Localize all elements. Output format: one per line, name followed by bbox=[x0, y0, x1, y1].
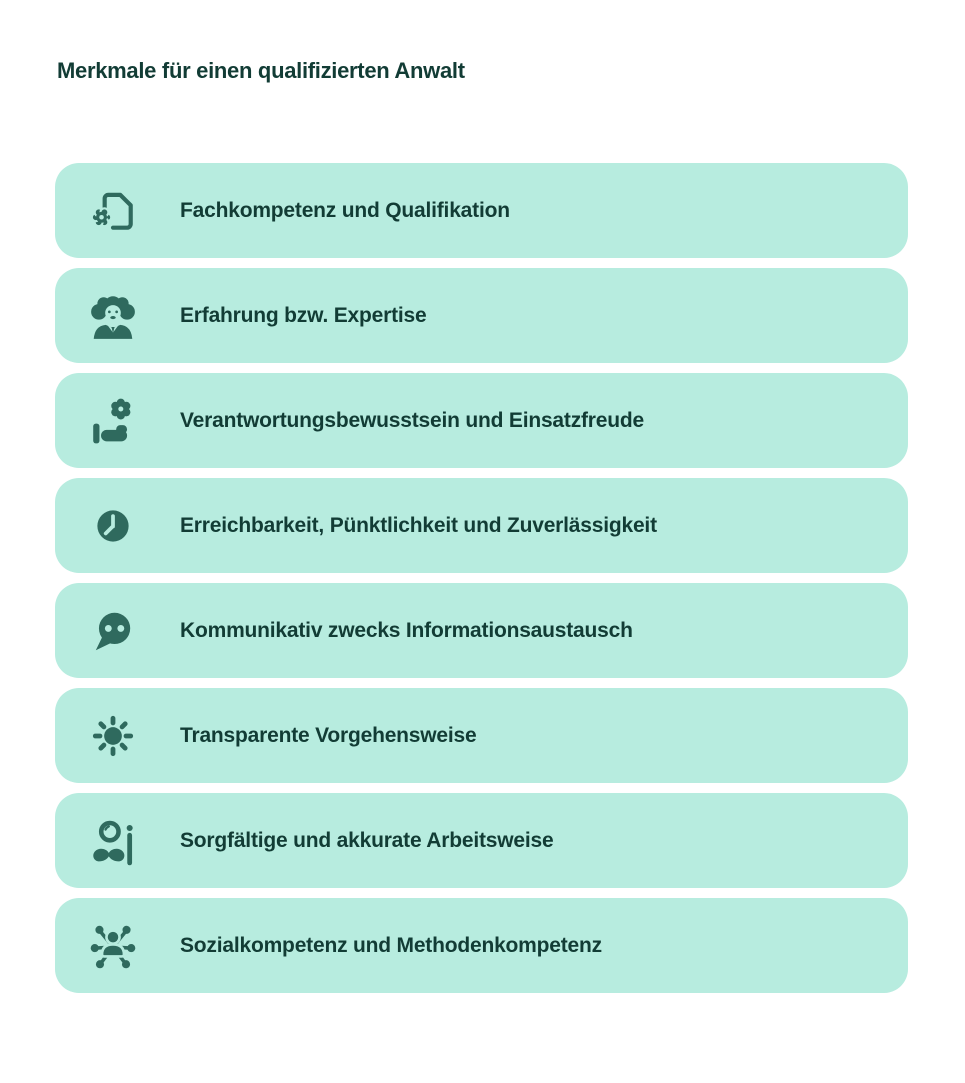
feature-row bbox=[55, 688, 908, 783]
feature-label: Erfahrung bzw. Expertise bbox=[180, 303, 427, 327]
people-network-icon bbox=[88, 921, 138, 971]
sun-icon bbox=[88, 711, 138, 761]
feature-label: Fachkompetenz und Qualifikation bbox=[180, 198, 510, 222]
feature-label: Erreichbarkeit, Pünktlichkeit und Zuverlässigkeit bbox=[180, 513, 657, 537]
feature-label: Sozialkompetenz und Methodenkompetenz bbox=[180, 933, 602, 957]
feature-row bbox=[55, 793, 908, 888]
feature-row bbox=[55, 163, 908, 258]
feature-list bbox=[55, 163, 908, 993]
feature-row bbox=[55, 268, 908, 363]
monocle-mustache-icon bbox=[88, 816, 138, 866]
chat-bubble-icon bbox=[88, 606, 138, 656]
feature-row bbox=[55, 373, 908, 468]
feature-label: Verantwortungsbewusstsein und Einsatzfreude bbox=[180, 408, 644, 432]
feature-row bbox=[55, 898, 908, 993]
feature-row bbox=[55, 478, 908, 573]
feature-label: Kommunikativ zwecks Informationsaustausch bbox=[180, 618, 633, 642]
feature-label: Sorgfältige und akkurate Arbeitsweise bbox=[180, 828, 554, 852]
feature-row bbox=[55, 583, 908, 678]
page-title: Merkmale für einen qualifizierten Anwalt bbox=[57, 58, 465, 83]
hand-flower-icon bbox=[88, 396, 138, 446]
judge-wig-icon bbox=[88, 291, 138, 341]
feature-label: Transparente Vorgehensweise bbox=[180, 723, 477, 747]
clock-icon bbox=[88, 501, 138, 551]
certificate-icon bbox=[88, 186, 138, 236]
